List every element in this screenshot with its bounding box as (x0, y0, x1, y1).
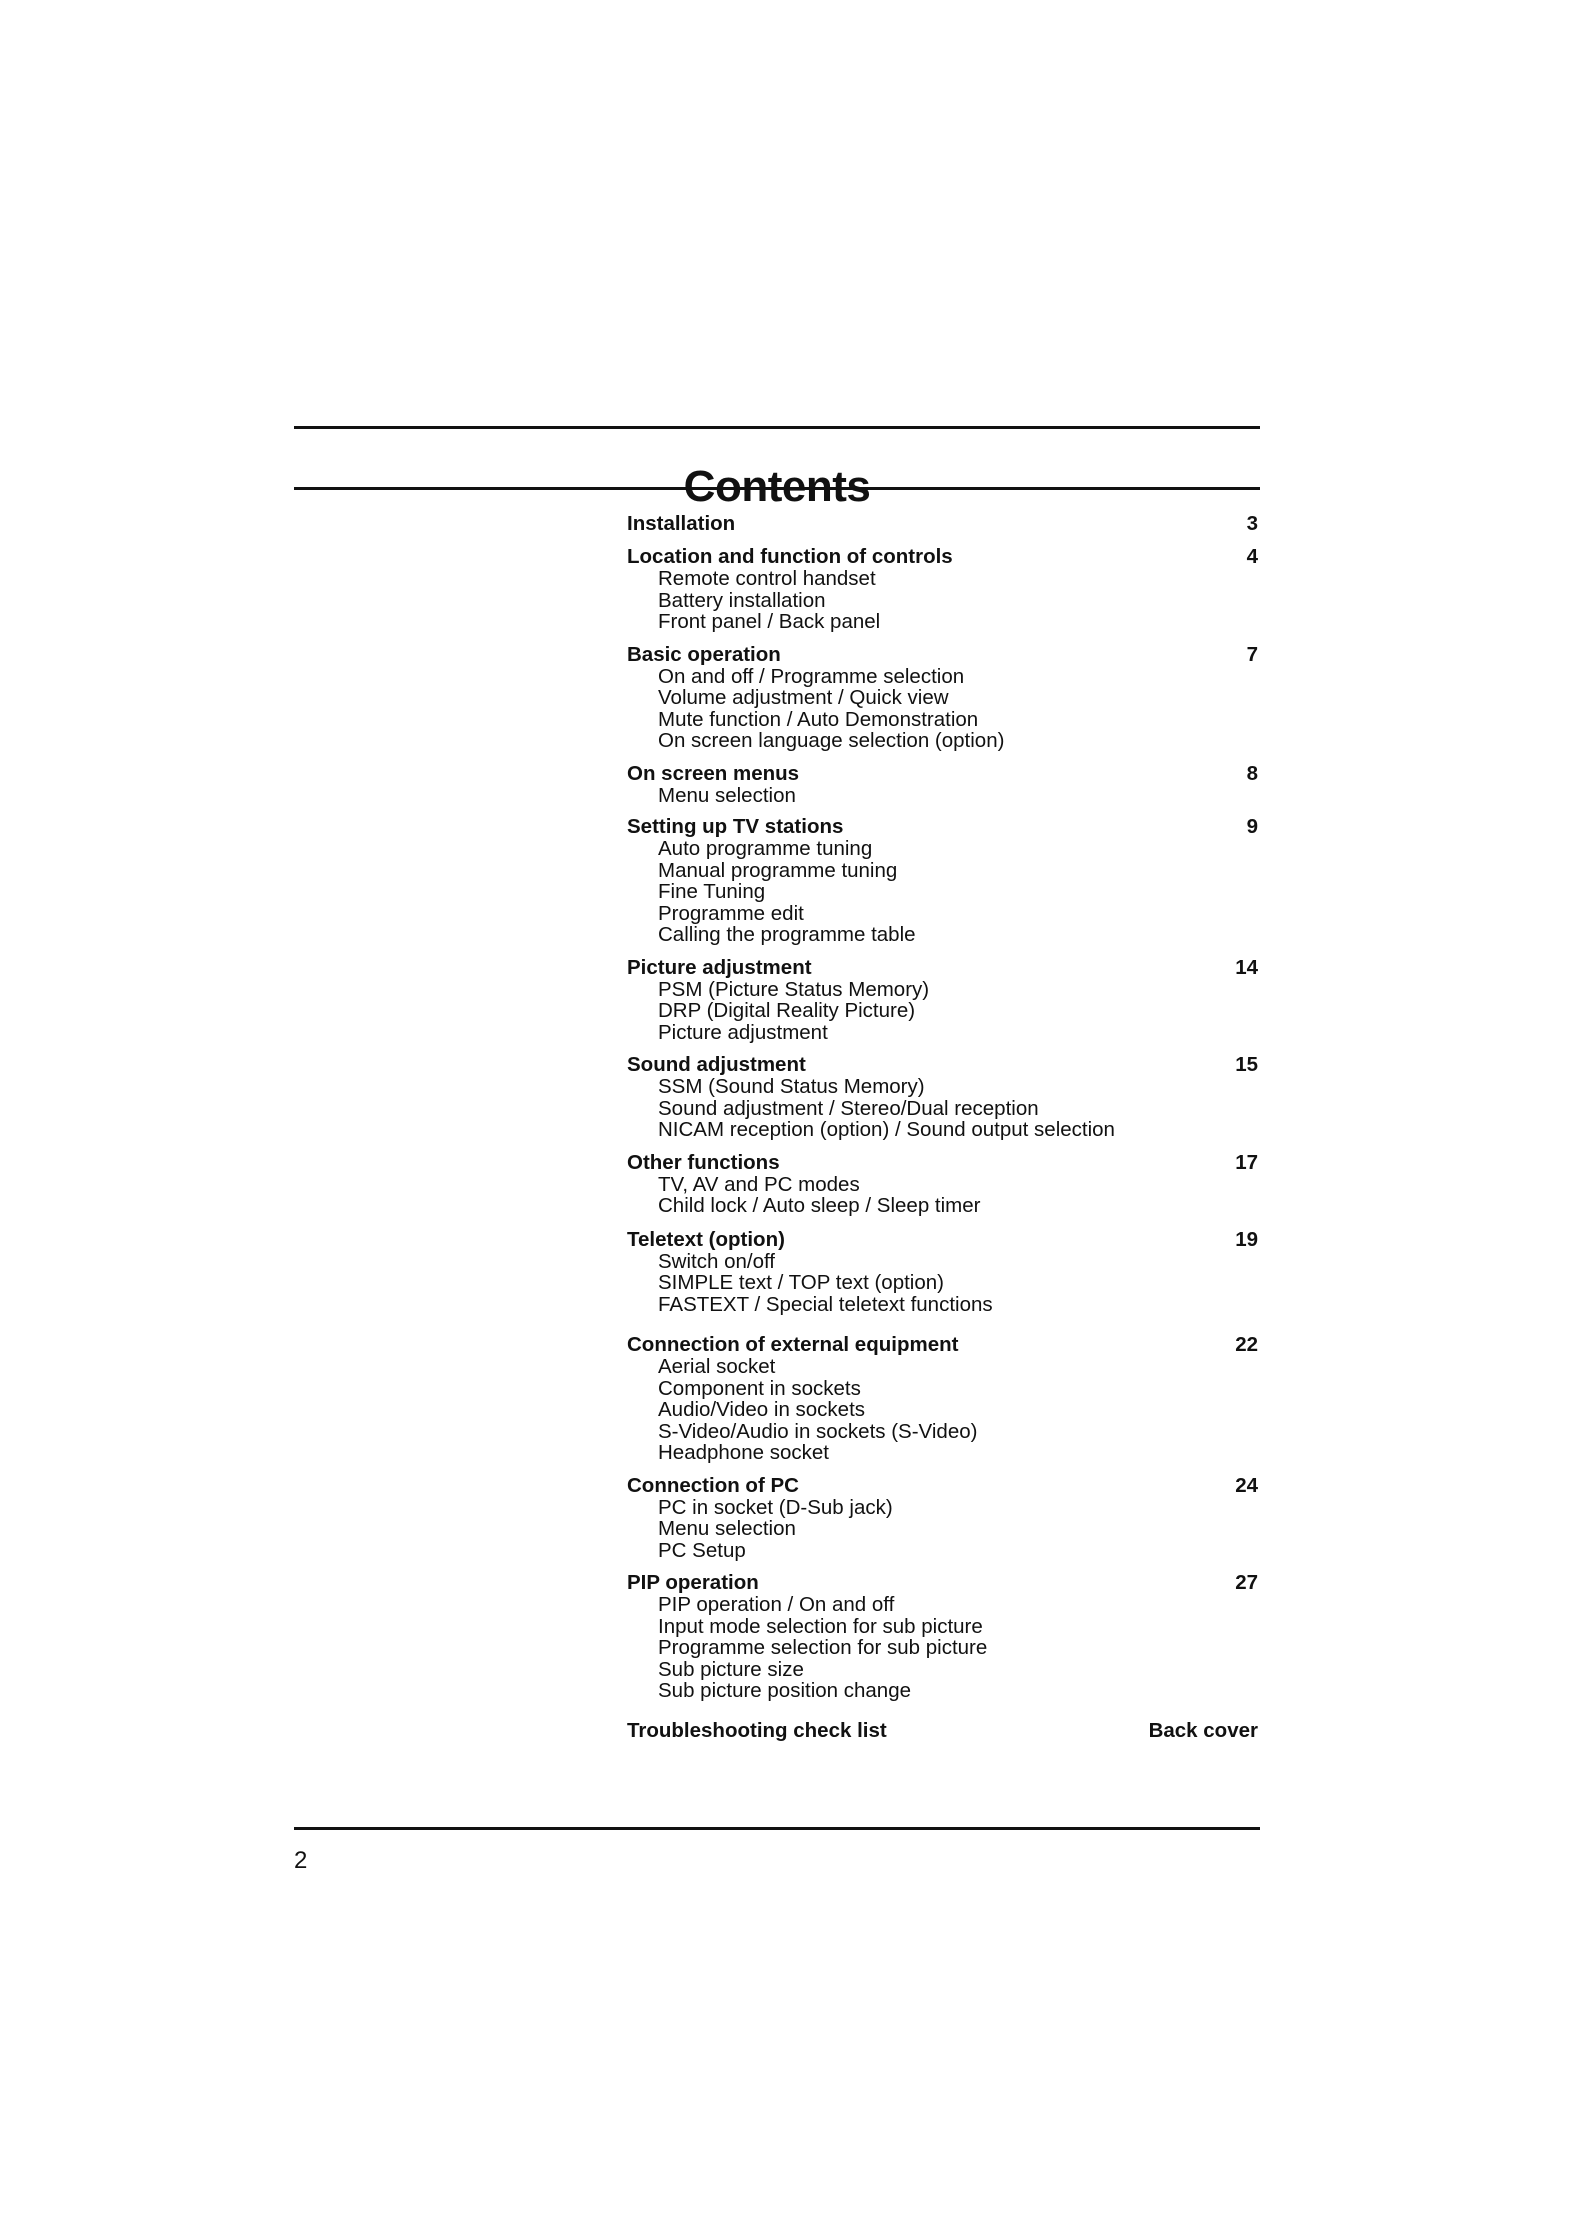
toc-section-title: On screen menus (627, 761, 800, 785)
toc-subitem-list (627, 666, 1258, 752)
toc-section (627, 1572, 1258, 1702)
toc-subitem: Front panel / Back panel (658, 610, 881, 633)
toc-subitem: Sub picture size (658, 1657, 804, 1681)
toc-subitem-list (627, 785, 1258, 807)
toc-page-number: 27 (1235, 1571, 1258, 1594)
page-title: Contents (683, 462, 871, 512)
toc-page-number: 8 (1246, 761, 1258, 785)
toc-subitem: Mute function / Auto Demonstration (658, 707, 979, 731)
toc-subitem: PIP operation / On and off (658, 1593, 895, 1616)
toc-subitem: Programme selection for sub picture (658, 1636, 988, 1659)
toc-page-number: 7 (1246, 642, 1258, 666)
toc-subitem: Aerial socket (658, 1355, 776, 1378)
toc-section-title: Setting up TV stations (627, 815, 844, 838)
toc-subitem: Picture adjustment (658, 1020, 828, 1044)
toc-subitem: Remote control handset (658, 567, 876, 590)
toc-page-number: 19 (1235, 1227, 1258, 1251)
toc-heading-row (627, 816, 1258, 838)
toc-section-title: Other functions (627, 1150, 780, 1174)
toc-subitem: SIMPLE text / TOP text (option) (658, 1271, 944, 1294)
toc-subitem: Menu selection (658, 783, 796, 807)
toc-section-title: Teletext (option) (627, 1227, 785, 1251)
toc-section-title: Sound adjustment (627, 1053, 806, 1076)
toc-subitem-list (627, 979, 1258, 1044)
toc-heading-row (627, 1720, 1258, 1742)
toc-section-title: Troubleshooting check list (627, 1718, 887, 1742)
toc-page-number: 24 (1235, 1473, 1258, 1497)
toc-heading-row (627, 763, 1258, 785)
toc-heading-row (627, 957, 1258, 979)
toc-heading-row (627, 1152, 1258, 1174)
toc-section-title: Installation (627, 512, 736, 535)
toc-section (627, 957, 1258, 1044)
toc-subitem: Volume adjustment / Quick view (658, 686, 949, 709)
toc-subitem-list (627, 1497, 1258, 1562)
toc-subitem: Auto programme tuning (658, 837, 873, 860)
toc-subitem: Sound adjustment / Stereo/Dual reception (658, 1096, 1039, 1120)
toc-subitem-list (627, 838, 1258, 946)
toc-subitem: Programme edit (658, 901, 804, 925)
toc-heading-row (627, 1054, 1258, 1076)
toc-heading-row (627, 513, 1258, 535)
toc-section-title: Picture adjustment (627, 955, 812, 979)
toc-subitem: PSM (Picture Status Memory) (658, 977, 930, 1001)
toc-section (627, 1229, 1258, 1316)
toc-section (627, 816, 1258, 946)
toc-heading-row (627, 1475, 1258, 1497)
toc-subitem-list (627, 1251, 1258, 1316)
toc-subitem-list (627, 1174, 1258, 1217)
toc-section (627, 1054, 1258, 1141)
toc-subitem: Calling the programme table (658, 923, 916, 946)
toc-subitem: Audio/Video in sockets (658, 1398, 866, 1421)
toc-subitem: DRP (Digital Reality Picture) (658, 999, 916, 1022)
table-of-contents (627, 513, 1258, 1742)
toc-section-title: PIP operation (627, 1571, 759, 1594)
toc-section-title: Basic operation (627, 642, 781, 666)
toc-subitem: Component in sockets (658, 1376, 861, 1400)
toc-subitem: NICAM reception (option) / Sound output selection (658, 1118, 1115, 1141)
top-rule (294, 426, 1260, 429)
toc-subitem: On screen language selection (option) (658, 729, 1005, 752)
toc-heading-row (627, 644, 1258, 666)
toc-subitem: PC Setup (658, 1538, 746, 1562)
toc-heading-row (627, 1334, 1258, 1356)
toc-subitem: Fine Tuning (658, 880, 766, 903)
toc-page-number: 3 (1246, 512, 1258, 535)
toc-subitem: FASTEXT / Special teletext functions (658, 1292, 993, 1316)
toc-subitem: Switch on/off (658, 1249, 775, 1273)
toc-subitem: On and off / Programme selection (658, 664, 965, 688)
toc-section (627, 513, 1258, 535)
toc-subitem: Child lock / Auto sleep / Sleep timer (658, 1194, 981, 1217)
toc-page-number: 15 (1235, 1053, 1258, 1076)
toc-subitem: Input mode selection for sub picture (658, 1614, 983, 1638)
toc-subitem-list (627, 568, 1258, 633)
toc-section (627, 1334, 1258, 1464)
toc-subitem-list (627, 1076, 1258, 1141)
toc-section (627, 644, 1258, 752)
toc-section-title: Connection of external equipment (627, 1333, 959, 1356)
toc-subitem-list (627, 1356, 1258, 1464)
bottom-rule (294, 1827, 1260, 1830)
title-underline-rule (294, 487, 1260, 490)
toc-section-title: Connection of PC (627, 1473, 799, 1497)
page-number: 2 (294, 1847, 308, 1874)
toc-page-number: 17 (1235, 1150, 1258, 1174)
toc-heading-row (627, 1229, 1258, 1251)
toc-subitem: TV, AV and PC modes (658, 1172, 860, 1196)
toc-page-number: 4 (1246, 545, 1258, 568)
toc-subitem: SSM (Sound Status Memory) (658, 1075, 925, 1098)
toc-subitem-list (627, 1594, 1258, 1702)
toc-subitem: Battery installation (658, 588, 826, 612)
toc-section (627, 763, 1258, 807)
toc-subitem: Manual programme tuning (658, 858, 898, 882)
toc-section (627, 1720, 1258, 1742)
toc-subitem: Headphone socket (658, 1441, 829, 1464)
toc-page-number: 22 (1235, 1333, 1258, 1356)
toc-subitem: Sub picture position change (658, 1679, 912, 1702)
toc-subitem: Menu selection (658, 1517, 796, 1540)
toc-page-number: 9 (1246, 815, 1258, 838)
toc-section (627, 1475, 1258, 1562)
toc-page-number: Back cover (1148, 1718, 1258, 1742)
toc-heading-row (627, 546, 1258, 568)
toc-page-number: 14 (1235, 955, 1258, 979)
toc-subitem: S-Video/Audio in sockets (S-Video) (658, 1419, 978, 1443)
toc-section (627, 1152, 1258, 1217)
toc-section-title: Location and function of controls (627, 545, 953, 568)
toc-section (627, 546, 1258, 633)
toc-heading-row (627, 1572, 1258, 1594)
toc-subitem: PC in socket (D-Sub jack) (658, 1495, 893, 1519)
